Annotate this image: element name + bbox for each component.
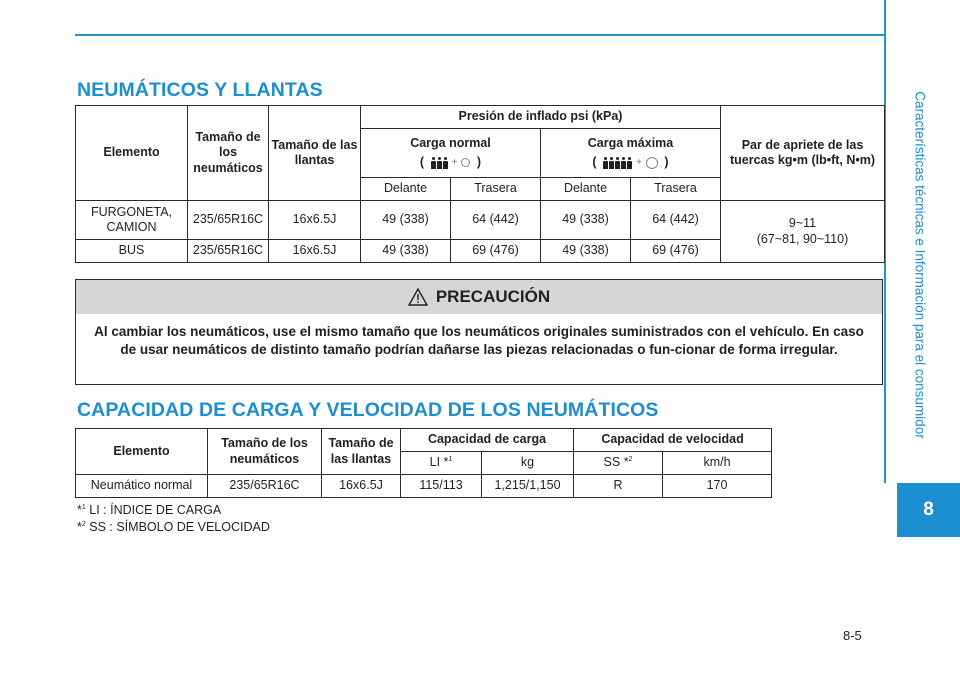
header-ss — [574, 452, 663, 475]
header-li-footnote: 1 — [448, 456, 453, 464]
header-tire-size: Tamaño de los neumáticos — [208, 429, 322, 475]
header-wheel-size: Tamaño de las llantas — [269, 106, 361, 201]
section-title-tires: NEUMÁTICOS Y LLANTAS — [77, 79, 323, 101]
max-load-label: Carga máxima — [587, 135, 674, 150]
header-max-front: Delante — [541, 178, 631, 201]
normal-load-label: Carga normal — [410, 135, 491, 150]
cell-max-front: 49 (338) — [541, 201, 631, 240]
torque-value: 9~11 — [788, 216, 817, 231]
cell-tire-size: 235/65R16C — [208, 475, 322, 498]
chapter-side-title: Características técnicas e Información para el consumidor — [912, 91, 928, 439]
caution-box — [75, 279, 883, 385]
cell-normal-front: 49 (338) — [361, 240, 451, 263]
chapter-tab: 8 — [897, 483, 960, 537]
torque-value-units: (67~81, 90~110) — [756, 231, 849, 246]
cell-max-rear: 69 (476) — [631, 240, 721, 263]
header-speed-capacity: Capacidad de velocidad — [574, 429, 772, 452]
footnote-li: *$^1$ LI : ÍNDICE DE CARGA — [77, 503, 222, 517]
table-row — [76, 201, 885, 240]
header-kmh: km/h — [663, 452, 772, 475]
header-max-load: Carga máxima ( + ) — [541, 129, 721, 178]
table-row — [76, 475, 772, 498]
page-number: 8-5 — [843, 628, 862, 643]
header-li-label: LI * — [429, 455, 449, 470]
cell-normal-rear: 69 (476) — [451, 240, 541, 263]
cell-li: 115/113 — [401, 475, 482, 498]
cell-wheel-size: 16x6.5J — [269, 240, 361, 263]
cell-ss: R — [574, 475, 663, 498]
cell-normal-front: 49 (338) — [361, 201, 451, 240]
header-normal-rear: Trasera — [451, 178, 541, 201]
cell-element: Neumático normal — [76, 475, 208, 498]
header-li — [401, 452, 482, 475]
cell-tire-size: 235/65R16C — [188, 240, 269, 263]
five-persons-luggage-icon: + — [603, 157, 658, 169]
header-normal-front: Delante — [361, 178, 451, 201]
warning-triangle-icon — [408, 288, 428, 306]
cell-normal-rear: 64 (442) — [451, 201, 541, 240]
header-element: Elemento — [76, 106, 188, 201]
header-torque: Par de apriete de las tuercas kg•m (lb•ft, N•m) — [721, 106, 885, 201]
cell-element: BUS — [76, 240, 188, 263]
footnote-ss: *$^2$ SS : SÍMBOLO DE VELOCIDAD — [77, 520, 270, 535]
top-rule — [75, 34, 884, 36]
header-tire-size: Tamaño de los neumáticos — [188, 106, 269, 201]
header-normal-load: Carga normal ( + ) — [361, 129, 541, 178]
header-ss-label: SS * — [603, 455, 629, 470]
caution-text: Al cambiar los neumáticos, use el mismo tamaño que los neumáticos originales suministrados con el vehículo. En caso de usar neumáticos de distinto tamaño podrían dañarse las piezas relacionadas o fun-cionar de forma irregular. — [94, 324, 864, 357]
tire-specs-table — [75, 105, 885, 263]
header-ss-footnote: 2 — [628, 456, 633, 464]
cell-wheel-size: 16x6.5J — [269, 201, 361, 240]
header-wheel-size: Tamaño de las llantas — [322, 429, 401, 475]
footnotes — [77, 502, 270, 537]
cell-kg: 1,215/1,150 — [482, 475, 574, 498]
cell-torque — [721, 201, 885, 263]
cell-max-rear: 64 (442) — [631, 201, 721, 240]
section-title-capacity: CAPACIDAD DE CARGA Y VELOCIDAD DE LOS NEUMÁTICOS — [77, 399, 659, 421]
cell-max-front: 49 (338) — [541, 240, 631, 263]
cell-kmh: 170 — [663, 475, 772, 498]
header-element: Elemento — [76, 429, 208, 475]
cell-element: FURGONETA, CAMION — [76, 201, 188, 240]
load-speed-table — [75, 428, 772, 498]
header-load-capacity: Capacidad de carga — [401, 429, 574, 452]
header-max-rear: Trasera — [631, 178, 721, 201]
cell-wheel-size: 16x6.5J — [322, 475, 401, 498]
header-kg: kg — [482, 452, 574, 475]
three-persons-luggage-icon: + — [431, 157, 471, 169]
cell-tire-size: 235/65R16C — [188, 201, 269, 240]
caution-title: PRECAUCIÓN — [435, 287, 551, 306]
header-inflation-pressure: Presión de inflado psi (kPa) — [361, 106, 721, 129]
caution-header — [76, 280, 882, 314]
